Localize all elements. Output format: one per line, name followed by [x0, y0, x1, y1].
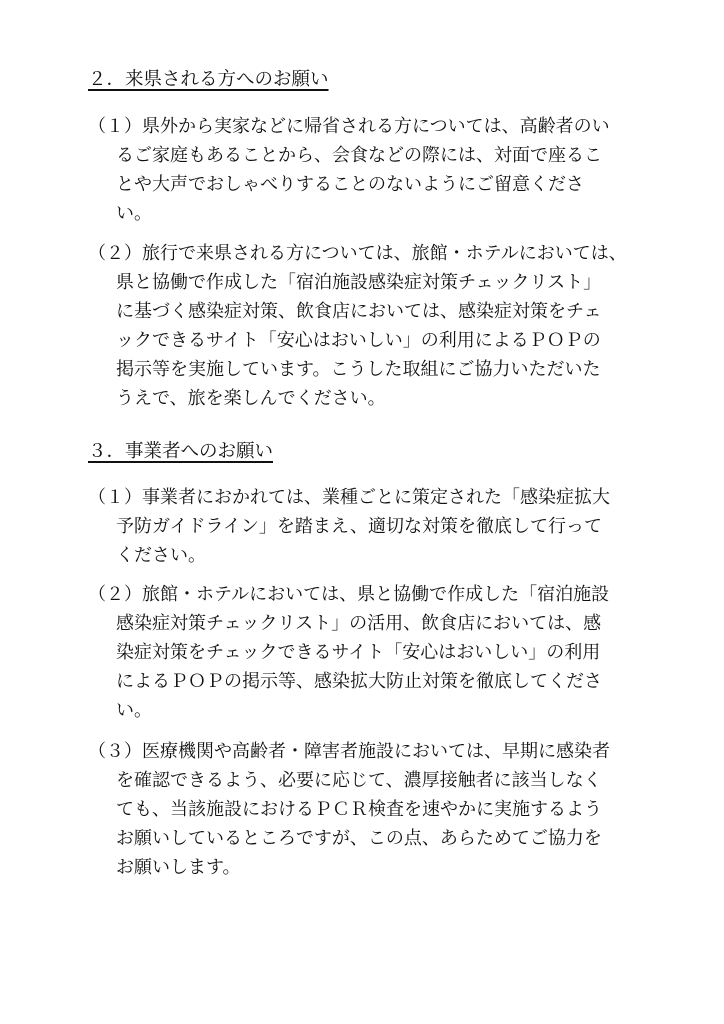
section-3-item-3 [88, 737, 648, 882]
item-line: るご家庭もあることから、会食などの際には、対面で座るこ [116, 145, 602, 166]
section-2-item-2 [88, 239, 648, 413]
item-line: 染症対策をチェックできるサイト「安心はおいしい」の利用 [116, 642, 601, 663]
item-line: 県と協働で作成した「宿泊施設感染症対策チェックリスト」 [116, 272, 602, 293]
item-line: （３）医療機関や高齢者・障害者施設においては、早期に感染者 [88, 741, 610, 762]
item-line: とや大声でおしゃべりすることのないようにご留意くださ [116, 174, 584, 195]
item-line: 予防ガイドライン」を踏まえ、適切な対策を徹底して行って [116, 516, 602, 537]
item-line: お願いします。 [116, 857, 241, 878]
section-2-heading: ２．来県される方へのお願い [88, 69, 329, 90]
item-line: ても、当該施設におけるＰＣＲ検査を速やかに実施するよう [116, 799, 602, 820]
item-line: い。 [116, 700, 152, 721]
item-line: 掲示等を実施しています。こうした取組にご協力いただいた [116, 359, 601, 380]
item-line: ください。 [116, 545, 206, 566]
section-2-item-1 [88, 112, 648, 228]
item-line: （２）旅行で来県される方については、旅館・ホテルにおいては、 [88, 243, 627, 264]
item-line: によるＰＯＰの掲示等、感染拡大防止対策を徹底してくださ [116, 671, 602, 692]
section-3-item-1 [88, 483, 648, 570]
section-3-item-2 [88, 580, 648, 725]
item-line: ックできるサイト「安心はおいしい」の利用によるＰＯＰの [116, 330, 601, 351]
item-line: を確認できるよう、必要に応じて、濃厚接触者に該当しなく [116, 770, 602, 791]
item-line: お願いしているところですが、この点、あらためてご協力を [116, 828, 602, 849]
section-3-heading: ３．事業者へのお願い [88, 441, 274, 462]
item-line: 感染症対策チェックリスト」の活用、飲食店においては、感 [116, 613, 602, 634]
item-line: （１）事業者におかれては、業種ごとに策定された「感染症拡大 [88, 487, 610, 508]
item-line: い。 [116, 203, 152, 224]
item-line: （１）県外から実家などに帰省される方については、高齢者のい [88, 116, 610, 137]
item-line: に基づく感染症対策、飲食店においては、感染症対策をチェ [116, 301, 602, 322]
item-line: うえで、旅を楽しんでください。 [116, 388, 386, 409]
item-line: （２）旅館・ホテルにおいては、県と協働で作成した「宿泊施設 [88, 584, 610, 605]
